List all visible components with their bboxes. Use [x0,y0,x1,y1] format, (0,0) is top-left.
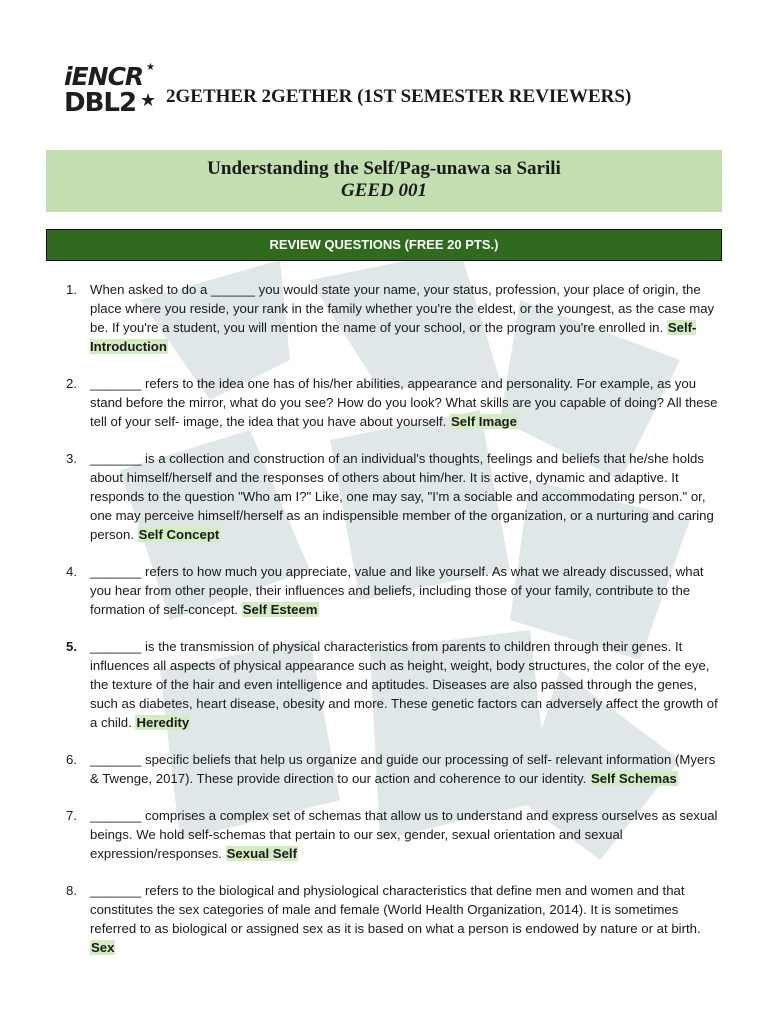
answer-highlight: Sexual Self [226,846,297,861]
question-item [46,881,722,957]
answer-highlight: Heredity [136,715,190,730]
question-item [46,637,722,732]
question-item [46,806,722,863]
question-text: _______ refers to the biological and physiological characteristics that define men and women and that constitutes the sex categories of male and female (World Health Organization, 2014). It is sometimes referred to as biological or assigned sex as it is based on what a person is endowed by nature or at birth. [90,883,701,936]
answer-highlight: Self Schemas [590,771,677,786]
document-title: 2GETHER 2GETHER (1ST SEMESTER REVIEWERS) [166,86,632,107]
star-icon: ★ [140,90,157,110]
question-number: 5. [66,639,77,654]
question-number: 1. [66,282,77,297]
review-questions-bar: REVIEW QUESTIONS (FREE 20 PTS.) [46,229,722,261]
answer-highlight: Self Esteem [242,602,318,617]
question-number: 8. [66,883,77,898]
question-number: 7. [66,808,77,823]
document-header [60,62,740,122]
question-item [46,750,722,788]
course-banner [46,150,722,212]
course-title: Understanding the Self/Pag-unawa sa Sarili [207,158,561,179]
question-text: _______ is the transmission of physical characteristics from parents to children through their genes. It influences all aspects of physical appearance such as height, weight, body structures, the color of the eye, the texture of the hair and even intelligence and aptitudes. Diseases are also passed through the genes, such as diabetes, heart disease, obesity and more. These genetic factors can adversely affect the growth of a child. [90,639,718,730]
question-number: 2. [66,376,77,391]
question-text: When asked to do a ______ you would state your name, your status, profession, your place of origin, the place where you reside, your rank in the family whether you're the eldest, or the youngest, as the case may be. If you're a student, you will mention the name of your school, or the program you're enrolled in. [90,282,715,335]
question-text: _______ is a collection and construction of an individual's thoughts, feelings and beliefs that he/she holds about himself/herself and the responses of others about him/her. It is active, dynamic and adaptive. It responds to the question "Who am I?" Like, one may say, "I'm a sociable and accommodating person." or, one may perceive himself/herself as an indispensible member of the organization, or a nurturing and caring person. [90,451,714,542]
question-item [46,562,722,619]
question-item [46,280,722,356]
answer-highlight: Self-Introduction [90,320,697,354]
question-list [46,280,722,975]
logo-text-top: iENCR [64,62,144,91]
group-logo [60,62,156,120]
question-text: _______ comprises a complex set of schemas that allow us to understand and express ourselves as sexual beings. We hold self-schemas that pertain to our sex, gender, sexual orientation and sexual expression/responses. [90,808,718,861]
question-number: 4. [66,564,77,579]
question-item [46,449,722,544]
answer-highlight: Sex [91,940,115,955]
question-number: 6. [66,752,77,767]
course-code: GEED 001 [340,180,428,201]
logo-text-bottom: DBL2 [64,88,137,118]
question-text: _______ refers to how much you appreciate, value and like yourself. As what we already discussed, what you hear from other people, their influences and beliefs, including those of your family, contribute to the formation of self-concept. [90,564,704,617]
question-number: 3. [66,451,77,466]
question-item [46,374,722,431]
answer-highlight: Self Image [450,414,517,429]
question-text: _______ specific beliefs that help us organize and guide our processing of self- relevant information (Myers & Twenge, 2017). These provide direction to our action and coherence to our identity. [90,752,716,786]
small-star-icon: ★ [146,62,155,73]
question-text: _______ refers to the idea one has of his/her abilities, appearance and personality. For example, as you stand before the mirror, what do you see? How do you look? What skills are you capable of doing? All these tell of your self- image, the idea that you have about yourself. [90,376,718,429]
answer-highlight: Self Concept [138,527,220,542]
